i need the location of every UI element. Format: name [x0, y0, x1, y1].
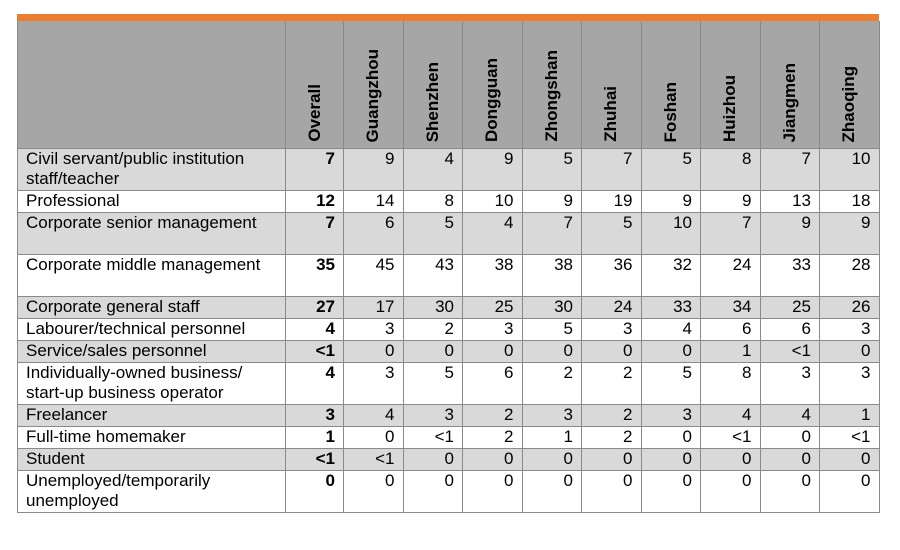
value-cell: 0 — [522, 449, 582, 471]
value-cell: 4 — [403, 149, 463, 191]
value-cell: 0 — [820, 471, 880, 513]
column-header-label: Shenzhen — [422, 61, 442, 142]
value-cell: 2 — [582, 363, 642, 405]
value-cell: 2 — [582, 427, 642, 449]
value-cell: 3 — [403, 405, 463, 427]
value-cell: 1 — [522, 427, 582, 449]
value-cell: 34 — [701, 297, 761, 319]
value-cell: 0 — [641, 427, 701, 449]
value-cell: 10 — [820, 149, 880, 191]
overall-value-cell: 7 — [286, 149, 344, 191]
value-cell: 9 — [641, 191, 701, 213]
column-header-label: Foshan — [660, 81, 680, 142]
row-label: Corporate middle management — [18, 255, 286, 297]
value-cell: 38 — [522, 255, 582, 297]
table-row — [18, 213, 880, 255]
value-cell: 0 — [701, 471, 761, 513]
table-container — [17, 14, 879, 513]
value-cell: 0 — [403, 471, 463, 513]
value-cell: 5 — [641, 363, 701, 405]
value-cell: 24 — [582, 297, 642, 319]
table-body — [18, 149, 880, 513]
value-cell: 4 — [701, 405, 761, 427]
value-cell: 7 — [522, 213, 582, 255]
value-cell: 2 — [403, 319, 463, 341]
value-cell: 6 — [760, 319, 820, 341]
column-header-label: Zhaoqing — [839, 65, 859, 142]
value-cell: 0 — [463, 341, 523, 363]
value-cell: 3 — [463, 319, 523, 341]
overall-value-cell: 4 — [286, 319, 344, 341]
overall-value-cell: 35 — [286, 255, 344, 297]
value-cell: 4 — [344, 405, 404, 427]
table-row — [18, 449, 880, 471]
overall-value-cell: 12 — [286, 191, 344, 213]
accent-top-bar — [17, 14, 879, 21]
row-label: Full-time homemaker — [18, 427, 286, 449]
value-cell: 2 — [522, 363, 582, 405]
value-cell: 0 — [522, 341, 582, 363]
column-header — [344, 21, 404, 149]
value-cell: 33 — [641, 297, 701, 319]
value-cell: 8 — [403, 191, 463, 213]
value-cell: 0 — [522, 471, 582, 513]
header-row — [18, 21, 880, 149]
value-cell: 3 — [344, 363, 404, 405]
value-cell: <1 — [820, 427, 880, 449]
value-cell: <1 — [701, 427, 761, 449]
column-header — [403, 21, 463, 149]
column-header — [641, 21, 701, 149]
value-cell: 1 — [701, 341, 761, 363]
table-row — [18, 191, 880, 213]
value-cell: 5 — [641, 149, 701, 191]
value-cell: 2 — [582, 405, 642, 427]
value-cell: 9 — [522, 191, 582, 213]
value-cell: 3 — [641, 405, 701, 427]
value-cell: 30 — [403, 297, 463, 319]
value-cell: 9 — [820, 213, 880, 255]
value-cell: 26 — [820, 297, 880, 319]
value-cell: 4 — [760, 405, 820, 427]
value-cell: 7 — [582, 149, 642, 191]
value-cell: <1 — [403, 427, 463, 449]
value-cell: <1 — [760, 341, 820, 363]
value-cell: 7 — [701, 213, 761, 255]
value-cell: 0 — [820, 449, 880, 471]
column-header — [463, 21, 523, 149]
row-label: Freelancer — [18, 405, 286, 427]
value-cell: 36 — [582, 255, 642, 297]
table-row — [18, 405, 880, 427]
value-cell: 2 — [463, 405, 523, 427]
value-cell: 0 — [582, 341, 642, 363]
value-cell: 3 — [760, 363, 820, 405]
value-cell: 5 — [522, 319, 582, 341]
overall-value-cell: 27 — [286, 297, 344, 319]
value-cell: 18 — [820, 191, 880, 213]
value-cell: 9 — [701, 191, 761, 213]
value-cell: 3 — [522, 405, 582, 427]
row-label: Individually-owned business/ start-up business operator — [18, 363, 286, 405]
value-cell: 25 — [463, 297, 523, 319]
value-cell: 3 — [582, 319, 642, 341]
column-header — [820, 21, 880, 149]
overall-value-cell: <1 — [286, 449, 344, 471]
data-table — [17, 21, 880, 513]
value-cell: 0 — [760, 427, 820, 449]
table-row — [18, 427, 880, 449]
column-header-label: Overall — [304, 84, 324, 142]
value-cell: 6 — [344, 213, 404, 255]
value-cell: 4 — [641, 319, 701, 341]
table-row — [18, 363, 880, 405]
value-cell: 0 — [641, 341, 701, 363]
table-row — [18, 255, 880, 297]
table-row — [18, 297, 880, 319]
value-cell: 2 — [463, 427, 523, 449]
column-header — [522, 21, 582, 149]
value-cell: <1 — [344, 449, 404, 471]
value-cell: 30 — [522, 297, 582, 319]
row-label: Civil servant/public institution staff/teacher — [18, 149, 286, 191]
value-cell: 8 — [701, 149, 761, 191]
value-cell: 7 — [760, 149, 820, 191]
value-cell: 9 — [344, 149, 404, 191]
value-cell: 0 — [760, 471, 820, 513]
value-cell: 4 — [463, 213, 523, 255]
value-cell: 43 — [403, 255, 463, 297]
row-label: Professional — [18, 191, 286, 213]
column-header-label: Jiangmen — [779, 62, 799, 142]
value-cell: 9 — [760, 213, 820, 255]
value-cell: 13 — [760, 191, 820, 213]
value-cell: 32 — [641, 255, 701, 297]
row-label: Student — [18, 449, 286, 471]
value-cell: 0 — [820, 341, 880, 363]
row-label: Labourer/technical personnel — [18, 319, 286, 341]
value-cell: 0 — [463, 449, 523, 471]
value-cell: 19 — [582, 191, 642, 213]
value-cell: 0 — [463, 471, 523, 513]
column-header — [760, 21, 820, 149]
value-cell: 0 — [582, 449, 642, 471]
value-cell: 0 — [641, 471, 701, 513]
row-label: Corporate general staff — [18, 297, 286, 319]
column-header — [701, 21, 761, 149]
value-cell: 28 — [820, 255, 880, 297]
header-label-cell — [18, 21, 286, 149]
overall-value-cell: 7 — [286, 213, 344, 255]
value-cell: 38 — [463, 255, 523, 297]
value-cell: 0 — [760, 449, 820, 471]
row-label: Corporate senior management — [18, 213, 286, 255]
value-cell: 0 — [344, 471, 404, 513]
value-cell: 0 — [641, 449, 701, 471]
value-cell: 14 — [344, 191, 404, 213]
overall-value-cell: 0 — [286, 471, 344, 513]
value-cell: 5 — [403, 213, 463, 255]
value-cell: 0 — [344, 341, 404, 363]
column-header-label: Guangzhou — [363, 48, 383, 142]
value-cell: 17 — [344, 297, 404, 319]
value-cell: 33 — [760, 255, 820, 297]
row-label: Unemployed/temporarily unemployed — [18, 471, 286, 513]
column-header — [582, 21, 642, 149]
table-row — [18, 341, 880, 363]
value-cell: 1 — [820, 405, 880, 427]
value-cell: 0 — [701, 449, 761, 471]
column-header-label: Zhongshan — [541, 50, 561, 142]
value-cell: 0 — [344, 427, 404, 449]
value-cell: 5 — [582, 213, 642, 255]
column-header-label: Dongguan — [482, 57, 502, 142]
table-row — [18, 471, 880, 513]
table-row — [18, 319, 880, 341]
value-cell: 6 — [701, 319, 761, 341]
overall-value-cell: 3 — [286, 405, 344, 427]
value-cell: 0 — [582, 471, 642, 513]
value-cell: 10 — [463, 191, 523, 213]
overall-value-cell: 4 — [286, 363, 344, 405]
value-cell: 24 — [701, 255, 761, 297]
column-header-label: Zhuhai — [601, 86, 621, 142]
row-label: Service/sales personnel — [18, 341, 286, 363]
table-row — [18, 149, 880, 191]
value-cell: 8 — [701, 363, 761, 405]
overall-value-cell: <1 — [286, 341, 344, 363]
value-cell: 10 — [641, 213, 701, 255]
column-header-label: Huizhou — [720, 74, 740, 142]
column-header — [286, 21, 344, 149]
value-cell: 5 — [403, 363, 463, 405]
value-cell: 45 — [344, 255, 404, 297]
value-cell: 9 — [463, 149, 523, 191]
value-cell: 0 — [403, 341, 463, 363]
value-cell: 3 — [344, 319, 404, 341]
value-cell: 6 — [463, 363, 523, 405]
value-cell: 0 — [403, 449, 463, 471]
value-cell: 25 — [760, 297, 820, 319]
value-cell: 3 — [820, 363, 880, 405]
value-cell: 3 — [820, 319, 880, 341]
overall-value-cell: 1 — [286, 427, 344, 449]
value-cell: 5 — [522, 149, 582, 191]
